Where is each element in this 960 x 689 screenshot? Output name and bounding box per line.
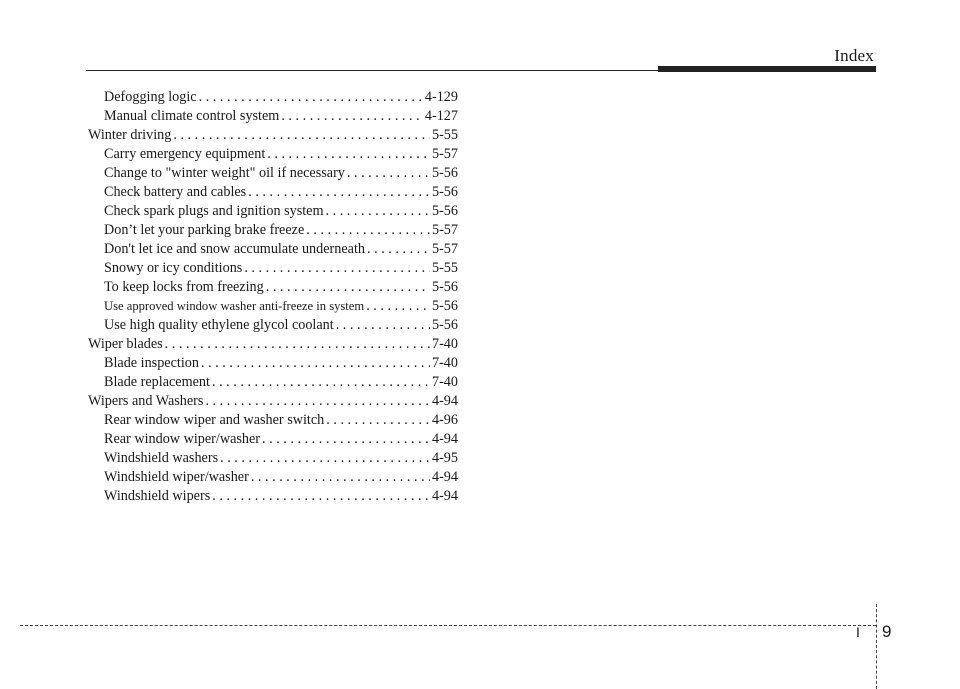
- header-rule-thick: [658, 66, 876, 72]
- index-entry-term: Windshield wiper/washer: [104, 469, 249, 485]
- index-entry-term: Blade replacement: [104, 374, 210, 390]
- index-entry: [88, 430, 458, 449]
- index-entry-term: Windshield wipers: [104, 488, 211, 504]
- dot-leader: [220, 449, 430, 468]
- index-entry-term: Blade inspection: [104, 355, 199, 371]
- footer-divider: [876, 604, 877, 689]
- index-entry-term: Use approved window washer anti-freeze in system: [104, 299, 365, 313]
- dot-leader: [201, 354, 430, 373]
- index-entry: [88, 316, 458, 335]
- index-entry: [88, 373, 458, 392]
- index-entry-term: Rear window wiper and washer switch: [104, 412, 325, 428]
- dot-leader: [199, 88, 423, 107]
- dot-leader: [326, 202, 430, 221]
- dot-leader: [173, 126, 430, 145]
- footer-page-number: 9: [882, 622, 892, 641]
- index-entry: [88, 221, 458, 240]
- index-entry-term: Wipers and Washers: [88, 393, 204, 409]
- dot-leader: [244, 259, 430, 278]
- index-entry-term: Check battery and cables: [104, 184, 247, 200]
- header-title: Index: [834, 46, 874, 65]
- index-entry-term: Manual climate control system: [104, 108, 280, 124]
- dot-leader: [306, 221, 430, 240]
- index-entry-term: Check spark plugs and ignition system: [104, 203, 324, 219]
- index-entry: [88, 183, 458, 202]
- index-entry-page: 7-40: [431, 355, 458, 371]
- dot-leader: [366, 297, 430, 316]
- index-entry-term: Carry emergency equipment: [104, 146, 266, 162]
- index-entry-page: 5-57: [431, 241, 458, 257]
- index-entry-term: Defogging logic: [104, 89, 197, 105]
- dot-leader: [347, 164, 430, 183]
- index-entry-page: 5-56: [431, 279, 458, 295]
- index-entry: [88, 164, 458, 183]
- dot-leader: [367, 240, 430, 259]
- index-entry-page: 4-127: [424, 108, 458, 124]
- header-rule-thin: [86, 70, 658, 71]
- dot-leader: [266, 278, 430, 297]
- dot-leader: [326, 411, 430, 430]
- index-entry: [88, 145, 458, 164]
- dot-leader: [267, 145, 430, 164]
- index-entry-page: 4-94: [431, 393, 458, 409]
- index-entry-page: 7-40: [431, 336, 458, 352]
- index-entry-page: 5-57: [431, 146, 458, 162]
- index-entry-page: 5-55: [431, 260, 458, 276]
- index-list: [88, 88, 458, 506]
- dot-leader: [212, 487, 430, 506]
- dot-leader: [212, 373, 430, 392]
- dot-leader: [281, 107, 423, 126]
- index-entry: [88, 240, 458, 259]
- index-entry-term: Winter driving: [88, 127, 172, 143]
- index-entry: [88, 354, 458, 373]
- index-entry: [88, 107, 458, 126]
- index-entry-page: 5-56: [431, 165, 458, 181]
- index-entry-term: To keep locks from freezing: [104, 279, 264, 295]
- index-entry-page: 5-55: [431, 127, 458, 143]
- index-entry-page: 5-56: [431, 184, 458, 200]
- index-entry-term: Snowy or icy conditions: [104, 260, 243, 276]
- index-entry: [88, 278, 458, 297]
- index-entry-page: 4-95: [431, 450, 458, 466]
- index-entry-page: 5-56: [431, 317, 458, 333]
- index-entry-term: Use high quality ethylene glycol coolant: [104, 317, 334, 333]
- index-entry-term: Rear window wiper/washer: [104, 431, 261, 447]
- dot-leader: [251, 468, 430, 487]
- dot-leader: [336, 316, 430, 335]
- index-entry: [88, 126, 458, 145]
- index-entry: [88, 468, 458, 487]
- index-entry-page: 5-57: [431, 222, 458, 238]
- index-entry-page: 5-56: [431, 298, 458, 314]
- index-entry-term: Windshield washers: [104, 450, 219, 466]
- index-entry: [88, 449, 458, 468]
- footer-rule: [20, 625, 876, 626]
- index-entry: [88, 487, 458, 506]
- dot-leader: [262, 430, 430, 449]
- dot-leader: [165, 335, 430, 354]
- index-entry: [88, 335, 458, 354]
- index-entry-page: 4-129: [424, 89, 458, 105]
- index-entry-page: 4-94: [431, 469, 458, 485]
- index-entry-term: Change to "winter weight" oil if necessary: [104, 165, 345, 181]
- index-entry: [88, 202, 458, 221]
- index-entry: [88, 88, 458, 107]
- dot-leader: [205, 392, 430, 411]
- index-entry-page: 4-96: [431, 412, 458, 428]
- index-entry-page: 4-94: [431, 431, 458, 447]
- index-entry-term: Wiper blades: [88, 336, 163, 352]
- dot-leader: [248, 183, 430, 202]
- index-entry-term: Don’t let your parking brake freeze: [104, 222, 305, 238]
- index-entry-term: Don't let ice and snow accumulate underneath: [104, 241, 365, 257]
- footer-section-letter: I: [856, 624, 860, 640]
- index-entry: [88, 411, 458, 430]
- index-entry-page: 5-56: [431, 203, 458, 219]
- index-entry: [88, 392, 458, 411]
- index-entry-page: 7-40: [431, 374, 458, 390]
- index-entry-page: 4-94: [431, 488, 458, 504]
- index-entry: [88, 297, 458, 316]
- index-entry: [88, 259, 458, 278]
